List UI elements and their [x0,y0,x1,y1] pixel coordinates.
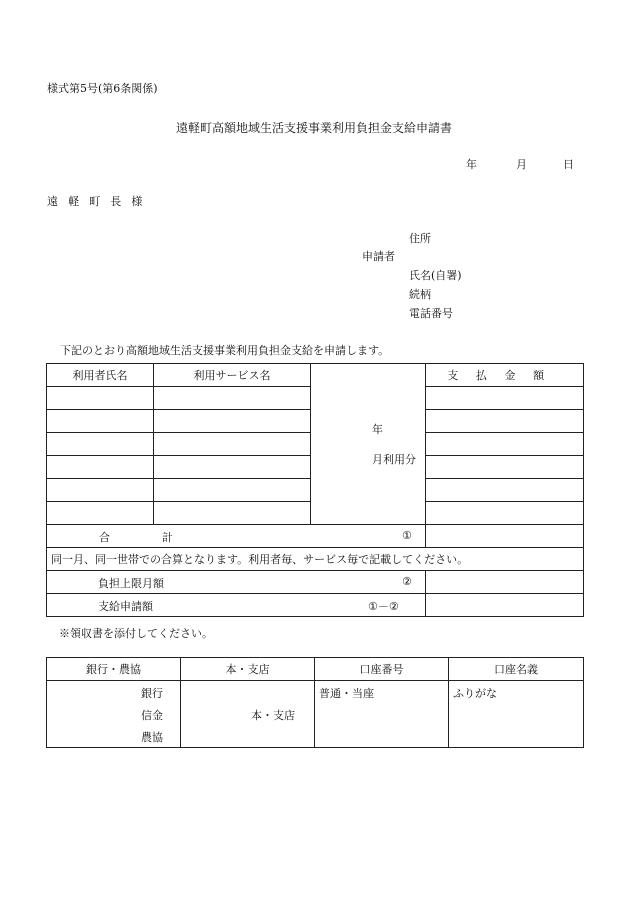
payment-amount-cell[interactable] [426,387,584,410]
service-name-cell[interactable] [154,502,311,525]
date-month-label: 月 [516,158,527,171]
bank-type-shinkin: 信金 [141,709,163,722]
total-label-cell [47,525,426,548]
payment-amount-cell[interactable] [426,479,584,502]
user-name-cell[interactable] [47,479,154,502]
receipt-note: ※領収書を添付してください。 [59,627,213,640]
applicant-address-label: 住所 [409,232,431,245]
total-row [47,525,584,548]
combined-note: 同一月、同一世帯での合算となります。利用者毎、サービス毎で記載してください。 [47,548,584,571]
limit-label-cell [47,571,426,594]
bank-type-bank: 銀行 [141,687,163,700]
bank-table [46,657,584,748]
total-mark: ① [402,529,412,542]
usage-table [46,363,584,617]
addressee: 遠 軽 町 長 様 [47,195,146,208]
applicant-relation-label: 続柄 [409,288,431,301]
date-day-label: 日 [563,158,574,171]
service-name-cell[interactable] [154,433,311,456]
total-label: 合 計 [99,531,198,544]
claim-label-cell [47,594,426,617]
header-bank: 銀行・農協 [47,658,181,681]
account-type-label: 普通・当座 [319,687,374,700]
total-amount-cell[interactable] [426,525,584,548]
header-account-holder: 口座名義 [449,658,584,681]
header-user-name: 利用者氏名 [47,364,154,387]
page-title: 遠軽町高額地域生活支援事業利用負担金支給申請書 [176,121,453,135]
user-name-cell[interactable] [47,502,154,525]
header-branch: 本・支店 [181,658,315,681]
service-name-cell[interactable] [154,410,311,433]
claim-row [47,594,584,617]
usage-period-cell [311,364,426,525]
service-name-cell[interactable] [154,456,311,479]
applicant-phone-label: 電話番号 [409,307,453,320]
bank-type-nokyo: 農協 [141,731,163,744]
period-year-label: 年 [372,423,383,436]
limit-label: 負担上限月額 [98,577,164,590]
applicant-label: 申請者 [362,250,395,263]
service-name-cell[interactable] [154,387,311,410]
account-number-cell[interactable] [315,681,449,748]
header-account-number: 口座番号 [315,658,449,681]
branch-cell[interactable] [181,681,315,748]
bank-name-cell[interactable] [47,681,181,748]
intro-text: 下記のとおり高額地域生活支援事業利用負担金支給を申請します。 [60,344,390,357]
form-number: 様式第5号(第6条関係) [47,82,158,95]
user-name-cell[interactable] [47,456,154,479]
header-service-name: 利用サービス名 [154,364,311,387]
payment-amount-cell[interactable] [426,502,584,525]
limit-row [47,571,584,594]
payment-amount-cell[interactable] [426,410,584,433]
user-name-cell[interactable] [47,410,154,433]
date-year-label: 年 [466,158,477,171]
limit-mark: ② [402,575,412,588]
claim-mark: ①－② [368,600,399,613]
user-name-cell[interactable] [47,433,154,456]
claim-label: 支給申請額 [98,600,153,613]
limit-amount-cell[interactable] [426,571,584,594]
payment-amount-cell[interactable] [426,433,584,456]
service-name-cell[interactable] [154,479,311,502]
account-holder-cell[interactable] [449,681,584,748]
period-month-label: 月利用分 [372,453,416,466]
branch-label: 本・支店 [251,709,295,722]
furigana-label: ふりがな [453,687,497,700]
user-name-cell[interactable] [47,387,154,410]
claim-amount-cell[interactable] [426,594,584,617]
header-payment-amount: 支払金額 [426,364,584,387]
note-row [47,548,584,571]
payment-amount-cell[interactable] [426,456,584,479]
applicant-name-label: 氏名(自署) [409,269,462,282]
